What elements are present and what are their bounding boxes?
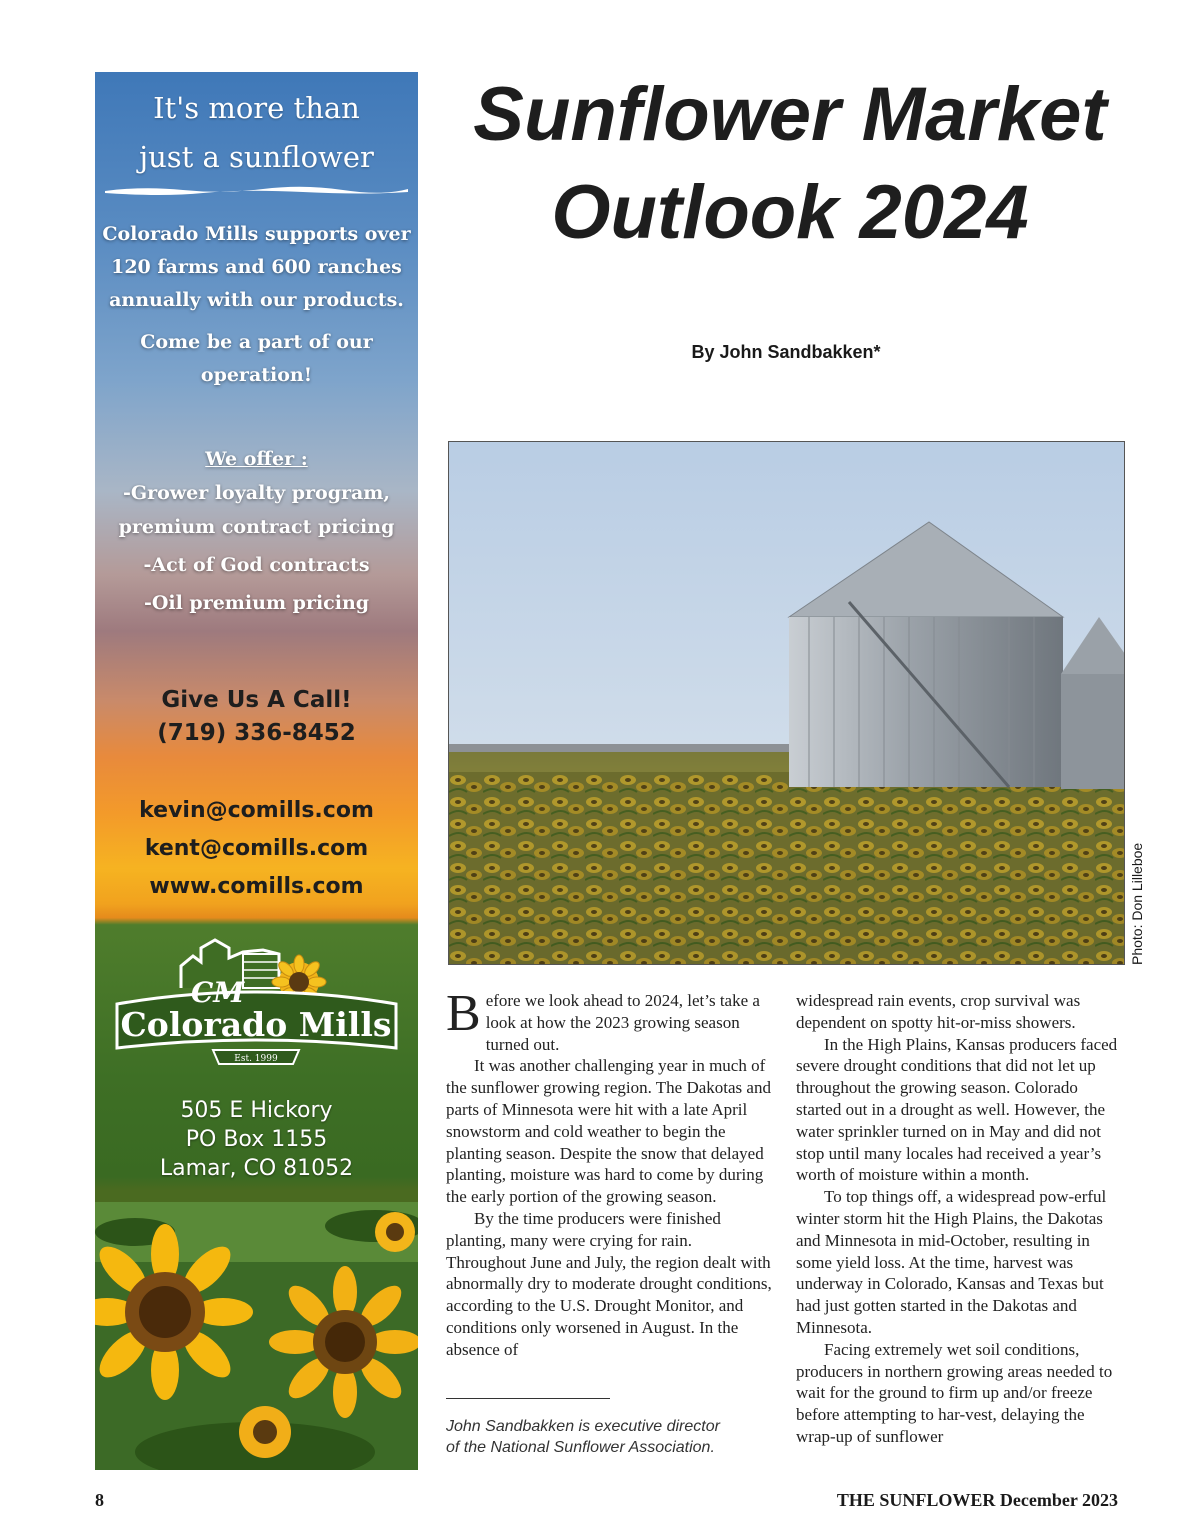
paragraph: Before we look ahead to 2024, let’s take a look at how the 2023 growing season turned out. bbox=[446, 985, 760, 1054]
ad-call-label: Give Us A Call! bbox=[161, 687, 352, 713]
ad-offers: We offer : -Grower loyalty program, premium contract pricing -Act of God contracts -Oil premium pricing bbox=[99, 442, 414, 620]
paragraph: widespread rain events, crop survival was dependent on spotty hit-or-miss showers. bbox=[796, 991, 1081, 1032]
article-column-left bbox=[446, 985, 776, 1361]
publication-footer: THE SUNFLOWER December 2023 bbox=[836, 1490, 1118, 1510]
paragraph: Facing extremely wet soil conditions, producers in northern growing areas needed to wait for the ground to firm up and/or freeze before attempting to har-vest, delaying the wrap-up of sunflower bbox=[796, 1339, 1113, 1446]
ad-phone[interactable]: (719) 336-8452 bbox=[157, 720, 356, 746]
ad-offer-title: We offer : bbox=[205, 448, 308, 470]
logo-name: Colorado Mills bbox=[120, 1005, 392, 1044]
ad-address: 505 E Hickory PO Box 1155 Lamar, CO 81052 bbox=[159, 1098, 354, 1181]
footnote-divider bbox=[446, 1398, 610, 1399]
ad-email-kent[interactable]: kent@comills.com bbox=[144, 836, 369, 861]
photo-credit: Photo: Don Lilleboe bbox=[1129, 842, 1145, 965]
colorado-mills-ad bbox=[95, 72, 418, 1470]
logo-monogram: CM bbox=[191, 976, 245, 1009]
ad-invite: Come be a part of our operation! bbox=[140, 331, 373, 386]
paragraph: It was another challenging year in much of the sunflower growing region. The Dakotas and parts of Minnesota were hit with a late April snowstorm and cold weather to begin the planting season. Despite the snow that delayed planting, moisture was hard to come by during the early portion of the growing season. bbox=[446, 1056, 771, 1207]
ad-intro: Colorado Mills supports over 120 farms and 600 ranches annually with our products. bbox=[102, 223, 411, 311]
grain-bins-photo bbox=[448, 441, 1125, 965]
paragraph: To top things off, a widespread pow-erful winter storm hit the High Plains, the Dakotas and Minnesota in mid-October, resulting in some yield loss. At the time, harvest was underway in Colorado, Kansas and Texas but had just gotten started in the Dakotas and Minnesota. bbox=[796, 1187, 1107, 1337]
ad-call bbox=[95, 684, 418, 750]
paragraph: By the time producers were finished planting, many were crying for rain. Throughout June and July, the region dealt with abnormally dry to moderate drought conditions, according to the U.S. Drought Monitor, and conditions only worsened in August. In the absence of bbox=[446, 1208, 772, 1359]
ad-email-kevin[interactable]: kevin@comills.com bbox=[139, 798, 374, 823]
page-number: 8 bbox=[95, 1490, 104, 1510]
byline: By John Sandbakken* bbox=[691, 342, 881, 362]
paragraph: In the High Plains, Kansas producers faced severe drought conditions that did not let up throughout the growing season. Colorado started out in a drought as well. However, the water sprinkler turned on in May and did not stop until many locales had received a year’s worth of moisture within a month. bbox=[796, 1034, 1118, 1185]
ad-contacts bbox=[95, 792, 418, 906]
logo-est: Est. 1999 bbox=[234, 1054, 278, 1064]
sunflowers-photo bbox=[95, 1202, 418, 1470]
author-footnote: John Sandbakken is executive director of the National Sunflower Association. bbox=[446, 1418, 720, 1456]
ad-headline: It's more than just a sunflower bbox=[139, 91, 374, 174]
ad-website[interactable]: www.comills.com bbox=[149, 874, 364, 899]
colorado-mills-logo bbox=[103, 932, 410, 1082]
article-title: Sunflower Market Outlook 2024 bbox=[473, 72, 1107, 255]
article-column-right bbox=[796, 990, 1126, 1448]
drop-cap: B bbox=[446, 985, 481, 1042]
brush-stroke-divider bbox=[103, 184, 410, 196]
